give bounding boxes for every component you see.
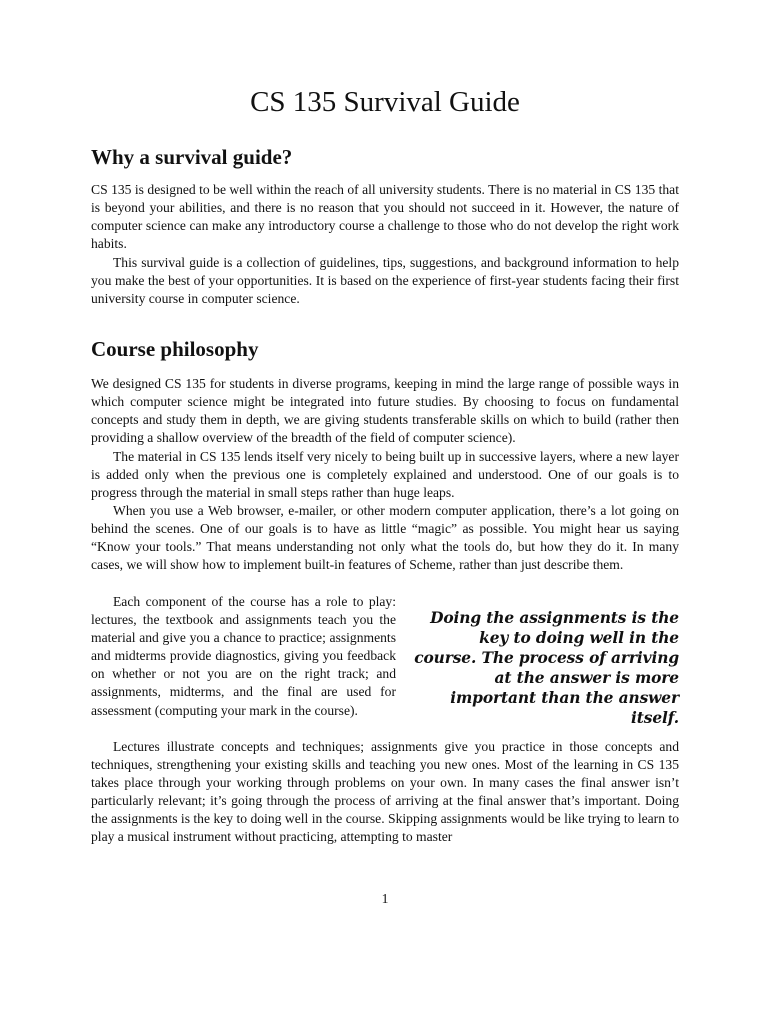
paragraph-why-1: CS 135 is designed to be well within the reach of all university students. There is no material in CS 135 that is beyond your abilities, and there is no reason that you should not succeed in it. However, the nature of computer science can make any introductory course a challenge to those who do not develop the right work habits. [91,182,679,252]
paragraph-philosophy-4: Each component of the course has a role to play: lectures, the textbook and assignments teach you the material and give you a chance to practice; assignments and midterms provide diagnostics, giving you feedback on whether or not you are on the right track; and assignments, midterms, and the final are used for assessment (computing your mark in the course). [91,594,396,718]
paragraph-philosophy-5: Lectures illustrate concepts and techniques; assignments give you practice in those concepts and techniques, strengthening your existing skills and teaching you new ones. Most of the learning in CS 135 takes place through your working through problems on your own. In many cases the final answer isn’t particularly relevant; it’s going through the process of arriving at the final answer that’s important. Doing the assignments is the key to doing well in the course. Skipping assignments would be like trying to learn to play a musical instrument without practicing, attempting to master [91,739,679,845]
pull-quote: Doing the assignments is the key to doing well in the course. The process of arriving at the answer is more important than the answer itself. [414,609,679,727]
page-number: 1 [381,891,389,906]
paragraph-philosophy-2: The material in CS 135 lends itself very nicely to being built up in successive layers, where a new layer is added only when the previous one is completely explained and understood. One of our goals is to progress through the material in small steps rather than huge leaps. [91,449,679,501]
section-heading-why: Why a survival guide? [91,145,293,169]
section-heading-philosophy: Course philosophy [91,337,259,361]
paragraph-philosophy-3: When you use a Web browser, e-mailer, or other modern computer application, there’s a lot going on behind the scenes. One of our goals is to have as little “magic” as possible. You might hear us saying “Know your tools.” That means understanding not only what the tools do, but how they do it. In many cases, we will show how to implement built-in features of Scheme, rather than just describe them. [91,503,679,573]
paragraph-philosophy-1: We designed CS 135 for students in diverse programs, keeping in mind the large range of possible ways in which computer science might be integrated into future studies. By choosing to focus on fundamental concepts and study them in depth, we are giving students transferable skills on which to build (rather then providing a shallow overview of the breadth of the field of computer science). [91,376,679,446]
document-title: CS 135 Survival Guide [250,86,520,118]
paragraph-why-2: This survival guide is a collection of guidelines, tips, suggestions, and background information to help you make the best of your opportunities. It is based on the experience of first-year students facing their first university course in computer science. [91,255,679,307]
